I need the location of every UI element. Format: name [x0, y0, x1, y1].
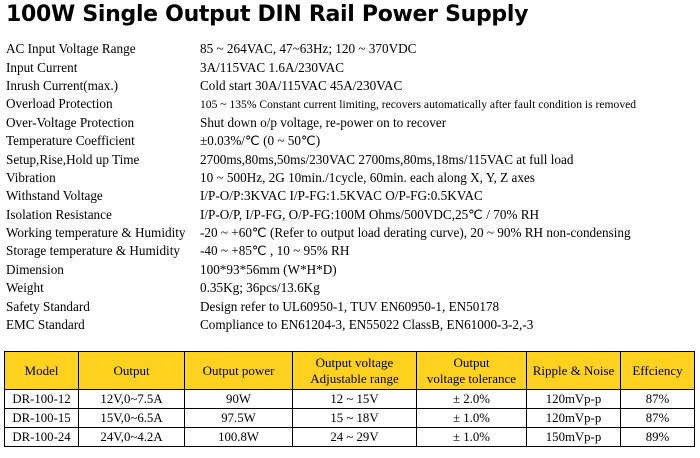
- spec-label: Isolation Resistance: [6, 206, 112, 222]
- cell-voltage-tolerance: ± 1.0%: [417, 428, 527, 447]
- spec-value: I/P-O/P:3KVAC I/P-FG:1.5KVAC O/P-FG:0.5KVAC: [200, 188, 483, 204]
- header-line: Output voltage: [315, 354, 394, 370]
- column-header-efficiency: Effciency: [621, 352, 695, 390]
- spec-value: Design refer to UL60950-1, TUV EN60950-1, EN50178: [200, 298, 500, 314]
- spec-value: Compliance to EN61204-3, EN55022 ClassB, EN61000-3-2,-3: [200, 317, 534, 333]
- spec-row-storage-temperature: [6, 242, 696, 260]
- spec-list: [6, 40, 696, 334]
- cell-ripple-noise: 150mVp-p: [527, 428, 621, 447]
- spec-label: Storage temperature & Humidity: [6, 243, 180, 259]
- spec-label: Safety Standard: [6, 298, 90, 314]
- column-header-voltage-tolerance: [417, 352, 527, 390]
- spec-label: Temperature Coefficient: [6, 133, 135, 149]
- spec-row-input-current: [6, 58, 696, 76]
- spec-row-ac-input: [6, 40, 696, 58]
- spec-row-dimension: [6, 261, 696, 279]
- cell-efficiency: 87%: [621, 409, 695, 428]
- cell-adjustable-range: 24 ~ 29V: [293, 428, 417, 447]
- spec-value: 2700ms,80ms,50ms/230VAC 2700ms,80ms,18ms/115VAC at full load: [200, 151, 574, 167]
- spec-row-vibration: [6, 169, 696, 187]
- spec-label: EMC Standard: [6, 317, 85, 333]
- spec-row-safety-standard: [6, 297, 696, 315]
- spec-value: 100*93*56mm (W*H*D): [200, 261, 337, 277]
- spec-value: -20 ~ +60℃ (Refer to output load derating curve), 20 ~ 90% RH non-condensing: [200, 225, 631, 241]
- column-header-output: Output: [79, 352, 185, 390]
- spec-value: 3A/115VAC 1.6A/230VAC: [200, 59, 345, 75]
- spec-value: -40 ~ +85℃ , 10 ~ 95% RH: [200, 243, 350, 259]
- cell-output: 24V,0~4.2A: [79, 428, 185, 447]
- cell-efficiency: 89%: [621, 428, 695, 447]
- spec-value: 105 ~ 135% Constant current limiting, recovers automatically after fault condition is removed: [200, 97, 637, 111]
- spec-row-overload-protection: [6, 95, 696, 113]
- spec-row-emc-standard: [6, 316, 696, 334]
- header-line: Adjustable range: [310, 370, 399, 386]
- spec-value: Cold start 30A/115VAC 45A/230VAC: [200, 77, 403, 93]
- table-row: [5, 390, 695, 409]
- column-header-model: Model: [5, 352, 79, 390]
- spec-row-setup-rise-hold-time: [6, 150, 696, 168]
- spec-row-weight: [6, 279, 696, 297]
- cell-output: 15V,0~6.5A: [79, 409, 185, 428]
- spec-row-working-temperature: [6, 224, 696, 242]
- column-header-ripple-noise: Ripple & Noise: [527, 352, 621, 390]
- model-table: [4, 351, 695, 447]
- spec-label: Inrush Current(max.): [6, 77, 119, 93]
- cell-efficiency: 87%: [621, 390, 695, 409]
- spec-value: I/P-O/P, I/P-FG, O/P-FG:100M Ohms/500VDC,25℃ / 70% RH: [200, 206, 540, 222]
- table-header-row: [5, 352, 695, 390]
- spec-label: Withstand Voltage: [6, 188, 103, 204]
- table-row: [5, 409, 695, 428]
- spec-label: Weight: [6, 280, 44, 296]
- spec-value: ±0.03%/℃ (0 ~ 50℃): [200, 133, 321, 149]
- cell-adjustable-range: 15 ~ 18V: [293, 409, 417, 428]
- spec-label: Dimension: [6, 261, 64, 277]
- spec-label: Over-Voltage Protection: [6, 114, 135, 130]
- cell-output-power: 97.5W: [185, 409, 293, 428]
- spec-value: 85 ~ 264VAC, 47~63Hz; 120 ~ 370VDC: [200, 41, 417, 57]
- spec-label: Input Current: [6, 59, 78, 75]
- spec-row-over-voltage-protection: [6, 114, 696, 132]
- cell-output-power: 100.8W: [185, 428, 293, 447]
- spec-label: Overload Protection: [6, 96, 113, 112]
- cell-output: 12V,0~7.5A: [79, 390, 185, 409]
- spec-label: Vibration: [6, 169, 56, 185]
- header-line: Output: [453, 354, 490, 370]
- page-title: 100W Single Output DIN Rail Power Supply: [6, 2, 529, 27]
- spec-label: Setup,Rise,Hold up Time: [6, 151, 140, 167]
- cell-model: DR-100-12: [5, 390, 79, 409]
- column-header-output-power: Output power: [185, 352, 293, 390]
- spec-row-withstand-voltage: [6, 187, 696, 205]
- spec-label: Working temperature & Humidity: [6, 225, 186, 241]
- spec-row-temperature-coefficient: [6, 132, 696, 150]
- table-row: [5, 428, 695, 447]
- spec-value: 0.35Kg; 36pcs/13.6Kg: [200, 280, 320, 296]
- spec-value: Shut down o/p voltage, re-power on to recover: [200, 114, 447, 130]
- cell-model: DR-100-24: [5, 428, 79, 447]
- cell-voltage-tolerance: ± 2.0%: [417, 390, 527, 409]
- header-line: voltage tolerance: [426, 370, 517, 386]
- column-header-adjustable-range: [293, 352, 417, 390]
- cell-model: DR-100-15: [5, 409, 79, 428]
- cell-adjustable-range: 12 ~ 15V: [293, 390, 417, 409]
- spec-label: AC Input Voltage Range: [6, 41, 136, 57]
- cell-voltage-tolerance: ± 1.0%: [417, 409, 527, 428]
- cell-output-power: 90W: [185, 390, 293, 409]
- spec-row-inrush-current: [6, 77, 696, 95]
- spec-value: 10 ~ 500Hz, 2G 10min./1cycle, 60min. each along X, Y, Z axes: [200, 169, 535, 185]
- cell-ripple-noise: 120mVp-p: [527, 390, 621, 409]
- cell-ripple-noise: 120mVp-p: [527, 409, 621, 428]
- spec-row-isolation-resistance: [6, 206, 696, 224]
